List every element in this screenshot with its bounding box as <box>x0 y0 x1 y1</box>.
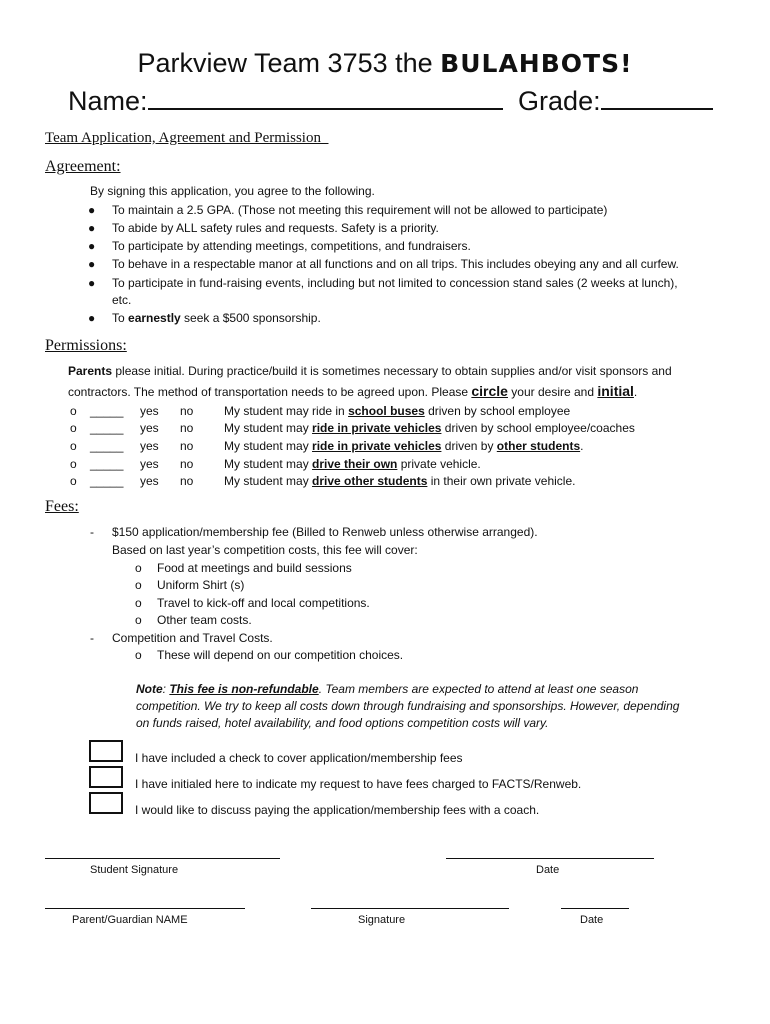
parent-name-line[interactable] <box>45 908 245 909</box>
name-field[interactable] <box>148 86 503 110</box>
yes-option[interactable]: yes <box>140 439 159 453</box>
bullet: ● <box>88 311 96 325</box>
fee-cover-item: Food at meetings and build sessions <box>157 561 352 575</box>
dash-bullet: - <box>90 631 94 645</box>
no-option[interactable]: no <box>180 404 194 418</box>
permission-text: My student may ride in school buses driven by school employee <box>224 404 571 418</box>
permission-text: My student may ride in private vehicles driven by school employee/coaches <box>224 421 635 435</box>
parent-date-line[interactable] <box>561 908 629 909</box>
fee-cover-item: Other team costs. <box>157 613 252 627</box>
agreement-intro: By signing this application, you agree to the following. <box>90 184 375 198</box>
option-checkbox[interactable] <box>89 766 123 788</box>
name-grade-row <box>68 86 713 117</box>
option-checkbox[interactable] <box>89 740 123 762</box>
no-option[interactable]: no <box>180 457 194 471</box>
yes-option[interactable]: yes <box>140 457 159 471</box>
fee-covers-intro: Based on last year’s competition costs, this fee will cover: <box>112 543 418 557</box>
student-signature-line[interactable] <box>45 858 280 859</box>
circle-bullet: o <box>70 404 77 418</box>
student-date-line[interactable] <box>446 858 654 859</box>
bullet: ● <box>88 221 96 235</box>
agreement-item-continued: etc. <box>112 293 132 307</box>
team-brand-name: BULAHBOTS! <box>440 49 633 78</box>
fee-note-line2: competition. We try to keep all costs down through fundraising and sponsorships. However, depending <box>136 699 680 713</box>
bullet: ● <box>88 276 96 290</box>
circle-bullet: o <box>70 457 77 471</box>
permissions-intro: Parents please initial. During practice/build it is sometimes necessary to obtain supplies and/or visit sponsors and <box>68 364 672 378</box>
agreement-item: To maintain a 2.5 GPA. (Those not meeting this requirement will not be allowed to participate) <box>112 203 608 217</box>
no-option[interactable]: no <box>180 439 194 453</box>
section-title: Team Application, Agreement and Permission <box>45 130 321 146</box>
permissions-intro-line2: contractors. The method of transportation needs to be agreed upon. Please circle your desire and initial. <box>68 383 638 399</box>
option-label: I would like to discuss paying the application/membership fees with a coach. <box>135 803 540 817</box>
agreement-item: To participate by attending meetings, competitions, and fundraisers. <box>112 239 471 253</box>
yes-option[interactable]: yes <box>140 421 159 435</box>
circle-bullet: o <box>135 578 142 592</box>
permission-text: My student may drive other students in their own private vehicle. <box>224 474 576 488</box>
bullet: ● <box>88 257 96 271</box>
parent-date-label: Date <box>580 914 604 926</box>
circle-bullet: o <box>135 613 142 627</box>
grade-field[interactable] <box>601 86 713 110</box>
option-label: I have initialed here to indicate my request to have fees charged to FACTS/Renweb. <box>135 777 582 791</box>
permission-text: My student may drive their own private vehicle. <box>224 457 481 471</box>
fee-note: Note: This fee is non-refundable. Team members are expected to attend at least one season <box>136 682 639 696</box>
circle-bullet: o <box>135 596 142 610</box>
agreement-heading: Agreement: <box>45 158 121 175</box>
fee-cover-item: Travel to kick-off and local competitions. <box>157 596 370 610</box>
parent-signature-line[interactable] <box>311 908 509 909</box>
student-date-label: Date <box>536 864 560 876</box>
option-checkbox[interactable] <box>89 792 123 814</box>
fee-line: $150 application/membership fee (Billed to Renweb unless otherwise arranged). <box>112 525 538 539</box>
initial-blank[interactable]: _____ <box>90 404 124 418</box>
fee-note-line3: on funds raised, hotel availability, and food options competition costs will vary. <box>136 716 549 730</box>
permissions-heading: Permissions: <box>45 337 127 354</box>
no-option[interactable]: no <box>180 474 194 488</box>
option-label: I have included a check to cover application/membership fees <box>135 751 463 765</box>
agreement-item: To abide by ALL safety rules and requests. Safety is a priority. <box>112 221 439 235</box>
initial-blank[interactable]: _____ <box>90 474 124 488</box>
parent-name-label: Parent/Guardian NAME <box>72 914 188 926</box>
bullet: ● <box>88 239 96 253</box>
agreement-item: To participate in fund-raising events, including but not limited to concession stand sales (2 weeks at lunch), <box>112 276 678 290</box>
grade-label: Grade: <box>518 86 601 116</box>
title-text: Parkview Team 3753 the <box>137 48 433 78</box>
fee-cover-item: Uniform Shirt (s) <box>157 578 245 592</box>
student-signature-label: Student Signature <box>90 864 179 876</box>
permission-text: My student may ride in private vehicles driven by other students. <box>224 439 584 453</box>
circle-bullet: o <box>70 474 77 488</box>
competition-note: These will depend on our competition choices. <box>157 648 404 662</box>
agreement-item-sponsorship: To earnestly seek a $500 sponsorship. <box>112 311 321 325</box>
initial-blank[interactable]: _____ <box>90 457 124 471</box>
dash-bullet: - <box>90 525 94 539</box>
bullet: ● <box>88 203 96 217</box>
circle-bullet: o <box>135 648 142 662</box>
yes-option[interactable]: yes <box>140 474 159 488</box>
circle-bullet: o <box>135 561 142 575</box>
circle-bullet: o <box>70 421 77 435</box>
initial-blank[interactable]: _____ <box>90 421 124 435</box>
page-title <box>0 48 770 79</box>
agreement-item: To behave in a respectable manor at all functions and on all trips. This includes obeying any and all curfew. <box>112 257 679 271</box>
competition-costs: Competition and Travel Costs. <box>112 631 273 645</box>
name-label: Name: <box>68 86 148 116</box>
fees-heading: Fees: <box>45 498 79 515</box>
circle-bullet: o <box>70 439 77 453</box>
no-option[interactable]: no <box>180 421 194 435</box>
initial-blank[interactable]: _____ <box>90 439 124 453</box>
parent-signature-label: Signature <box>358 914 406 926</box>
yes-option[interactable]: yes <box>140 404 159 418</box>
